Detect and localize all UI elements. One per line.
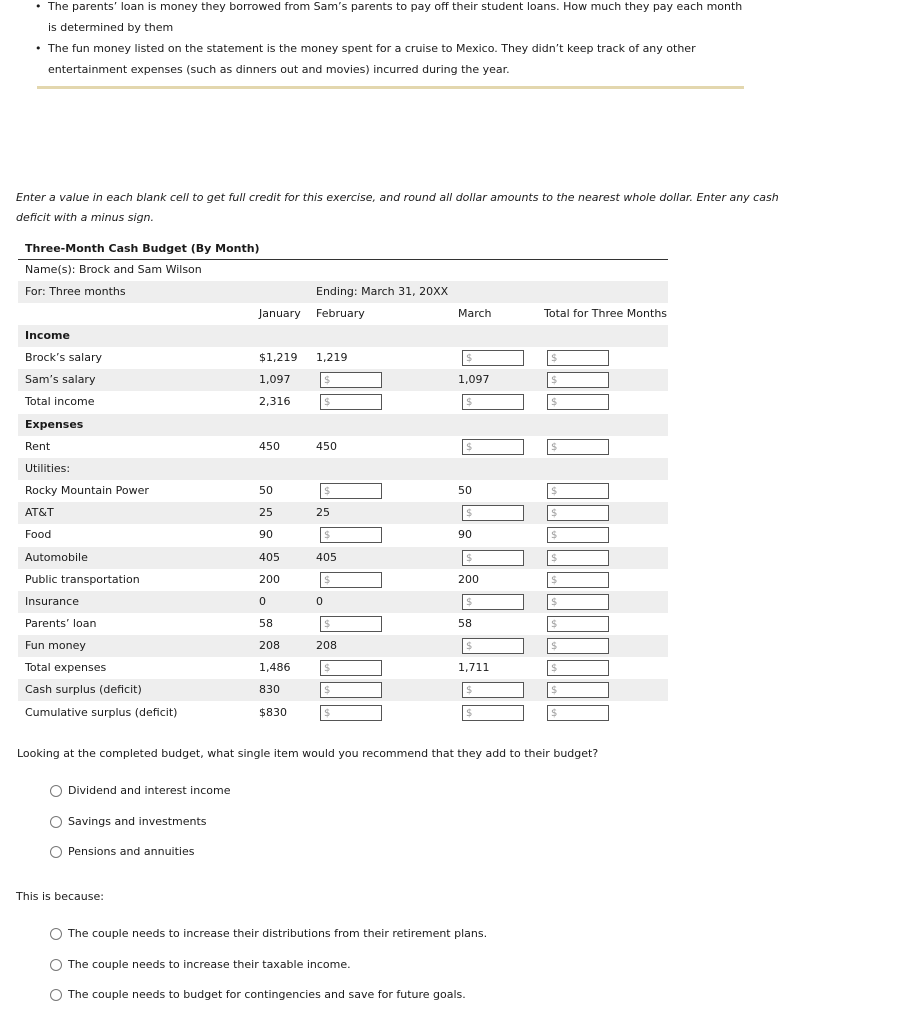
parents-loan-feb-input[interactable] xyxy=(320,616,382,632)
option-label: The couple needs to increase their distributions from their retirement plans. xyxy=(68,927,488,940)
col-march: March xyxy=(458,307,492,320)
dollar-prefix: $ xyxy=(551,575,558,586)
parents-loan-total-input[interactable] xyxy=(547,616,609,632)
row-label: Total expenses xyxy=(25,661,107,674)
brock-s-salary-total-input[interactable] xyxy=(547,350,609,366)
cash-surplus-deficit-mar-input[interactable] xyxy=(462,682,524,698)
cell-feb: 25 xyxy=(316,506,330,519)
period-label: For: Three months xyxy=(25,285,126,298)
dollar-prefix: $ xyxy=(551,708,558,719)
table-row xyxy=(18,635,668,657)
cell-feb: 208 xyxy=(316,639,337,652)
ending-label: Ending: March 31, 20XX xyxy=(316,285,449,298)
section-divider xyxy=(37,86,744,89)
dollar-prefix: $ xyxy=(324,397,331,408)
option-label: The couple needs to increase their taxable income. xyxy=(68,958,351,971)
row-label: Expenses xyxy=(25,418,84,431)
dollar-prefix: $ xyxy=(466,553,473,564)
row-label: Rent xyxy=(25,440,51,453)
dollar-prefix: $ xyxy=(466,597,473,608)
total-expenses-total-input[interactable] xyxy=(547,660,609,676)
table-row xyxy=(18,480,668,502)
table-row xyxy=(18,436,668,458)
option-label: Savings and investments xyxy=(68,815,207,828)
row-label: Cash surplus (deficit) xyxy=(25,683,142,696)
table-row xyxy=(18,591,668,613)
row-label: Brock’s salary xyxy=(25,351,102,364)
cell-mar: 1,097 xyxy=(458,373,490,386)
dollar-prefix: $ xyxy=(551,353,558,364)
cell-jan: 2,316 xyxy=(259,395,291,408)
bullet-text: The fun money listed on the statement is the money spent for a cruise to Mexico. They didn’t keep track of any other entertainment expenses (such as dinners out and movies) incurred during the year. xyxy=(48,42,696,76)
cell-jan: 90 xyxy=(259,528,273,541)
cell-mar: 50 xyxy=(458,484,472,497)
cell-mar: 200 xyxy=(458,573,479,586)
cell-jan: $830 xyxy=(259,706,287,719)
at-t-total-input[interactable] xyxy=(547,505,609,521)
table-row xyxy=(18,414,668,436)
rent-mar-input[interactable] xyxy=(462,439,524,455)
rocky-mountain-power-total-input[interactable] xyxy=(547,483,609,499)
row-label: Sam’s salary xyxy=(25,373,96,386)
table-row xyxy=(18,502,668,524)
dollar-prefix: $ xyxy=(551,375,558,386)
dollar-prefix: $ xyxy=(466,685,473,696)
row-label: Income xyxy=(25,329,70,342)
dollar-prefix: $ xyxy=(324,619,331,630)
cumulative-surplus-deficit-total-input[interactable] xyxy=(547,705,609,721)
cell-feb: 405 xyxy=(316,551,337,564)
table-row xyxy=(18,702,668,724)
dollar-prefix: $ xyxy=(466,442,473,453)
dollar-prefix: $ xyxy=(551,442,558,453)
col-january: January xyxy=(259,307,301,320)
cell-mar: 58 xyxy=(458,617,472,630)
table-row xyxy=(18,547,668,569)
cell-mar: 90 xyxy=(458,528,472,541)
food-feb-input[interactable] xyxy=(320,527,382,543)
dollar-prefix: $ xyxy=(324,663,331,674)
recommendation-question: Looking at the completed budget, what single item would you recommend that they add to their budget? xyxy=(17,747,599,760)
bullet-item xyxy=(30,0,750,38)
names-label: Name(s): Brock and Sam Wilson xyxy=(25,263,202,276)
at-t-mar-input[interactable] xyxy=(462,505,524,521)
radio-circle[interactable] xyxy=(50,989,62,1001)
automobile-mar-input[interactable] xyxy=(462,550,524,566)
option-label: Pensions and annuities xyxy=(68,845,195,858)
table-row xyxy=(18,569,668,591)
dollar-prefix: $ xyxy=(324,708,331,719)
table-row xyxy=(18,325,668,347)
row-label: Fun money xyxy=(25,639,86,652)
col-february: February xyxy=(316,307,365,320)
cell-jan: 830 xyxy=(259,683,280,696)
row-label: Parents’ loan xyxy=(25,617,97,630)
table-row xyxy=(18,679,668,701)
total-income-feb-input[interactable] xyxy=(320,394,382,410)
dollar-prefix: $ xyxy=(551,486,558,497)
automobile-total-input[interactable] xyxy=(547,550,609,566)
cell-mar: 1,711 xyxy=(458,661,490,674)
reason-prompt: This is because: xyxy=(16,890,104,903)
cell-jan: 208 xyxy=(259,639,280,652)
cell-jan: 405 xyxy=(259,551,280,564)
header-names-row xyxy=(18,259,668,281)
public-transportation-total-input[interactable] xyxy=(547,572,609,588)
cell-jan: 58 xyxy=(259,617,273,630)
dollar-prefix: $ xyxy=(551,619,558,630)
row-label: Insurance xyxy=(25,595,79,608)
dollar-prefix: $ xyxy=(466,353,473,364)
table-row xyxy=(18,369,668,391)
radio-circle[interactable] xyxy=(50,928,62,940)
dollar-prefix: $ xyxy=(324,685,331,696)
table-row xyxy=(18,391,668,413)
header-period-row xyxy=(18,281,668,303)
bullet-text: The parents’ loan is money they borrowed from Sam’s parents to pay off their student loans. How much they pay each month is determined by them xyxy=(48,0,743,34)
radio-circle[interactable] xyxy=(50,959,62,971)
rent-total-input[interactable] xyxy=(547,439,609,455)
table-row xyxy=(18,347,668,369)
dollar-prefix: $ xyxy=(324,575,331,586)
table-row xyxy=(18,458,668,480)
dollar-prefix: $ xyxy=(551,597,558,608)
cell-feb: 450 xyxy=(316,440,337,453)
cumulative-surplus-deficit-feb-input[interactable] xyxy=(320,705,382,721)
food-total-input[interactable] xyxy=(547,527,609,543)
brock-s-salary-mar-input[interactable] xyxy=(462,350,524,366)
dollar-prefix: $ xyxy=(551,553,558,564)
dollar-prefix: $ xyxy=(551,641,558,652)
cash-surplus-deficit-total-input[interactable] xyxy=(547,682,609,698)
radio-circle[interactable] xyxy=(50,816,62,828)
column-header-row xyxy=(18,303,668,325)
intro-bullets xyxy=(30,0,750,80)
rocky-mountain-power-feb-input[interactable] xyxy=(320,483,382,499)
cell-jan: $1,219 xyxy=(259,351,298,364)
table-row xyxy=(18,657,668,679)
row-label: Utilities: xyxy=(25,462,71,475)
cell-jan: 25 xyxy=(259,506,273,519)
cumulative-surplus-deficit-mar-input[interactable] xyxy=(462,705,524,721)
row-label: Public transportation xyxy=(25,573,140,586)
dollar-prefix: $ xyxy=(466,641,473,652)
public-transportation-feb-input[interactable] xyxy=(320,572,382,588)
cell-jan: 1,486 xyxy=(259,661,291,674)
cell-jan: 450 xyxy=(259,440,280,453)
budget-title: Three-Month Cash Budget (By Month) xyxy=(25,242,260,255)
cell-jan: 50 xyxy=(259,484,273,497)
row-label: Automobile xyxy=(25,551,88,564)
row-label: Cumulative surplus (deficit) xyxy=(25,706,178,719)
option-label: Dividend and interest income xyxy=(68,784,231,797)
dollar-prefix: $ xyxy=(551,530,558,541)
dollar-prefix: $ xyxy=(466,508,473,519)
insurance-mar-input[interactable] xyxy=(462,594,524,610)
cell-feb: 0 xyxy=(316,595,323,608)
bullet-dot: • xyxy=(35,0,42,13)
instructions: Enter a value in each blank cell to get full credit for this exercise, and round all dollar amounts to the nearest whole dollar. Enter any cash deficit with a minus sign. xyxy=(16,191,779,224)
table-row xyxy=(18,613,668,635)
row-label: AT&T xyxy=(25,506,54,519)
fun-money-mar-input[interactable] xyxy=(462,638,524,654)
dollar-prefix: $ xyxy=(551,685,558,696)
col-total: Total for Three Months xyxy=(544,307,668,320)
table-row xyxy=(18,524,668,546)
radio-circle[interactable] xyxy=(50,785,62,797)
cell-jan: 200 xyxy=(259,573,280,586)
dollar-prefix: $ xyxy=(551,508,558,519)
sam-s-salary-feb-input[interactable] xyxy=(320,372,382,388)
dollar-prefix: $ xyxy=(466,708,473,719)
dollar-prefix: $ xyxy=(324,375,331,386)
total-income-mar-input[interactable] xyxy=(462,394,524,410)
radio-circle[interactable] xyxy=(50,846,62,858)
cash-surplus-deficit-feb-input[interactable] xyxy=(320,682,382,698)
dollar-prefix: $ xyxy=(551,397,558,408)
row-label: Total income xyxy=(25,395,95,408)
fun-money-total-input[interactable] xyxy=(547,638,609,654)
total-expenses-feb-input[interactable] xyxy=(320,660,382,676)
option-label: The couple needs to budget for contingencies and save for future goals. xyxy=(68,988,466,1001)
cell-feb: 1,219 xyxy=(316,351,348,364)
cell-jan: 0 xyxy=(259,595,266,608)
insurance-total-input[interactable] xyxy=(547,594,609,610)
dollar-prefix: $ xyxy=(324,530,331,541)
dollar-prefix: $ xyxy=(466,397,473,408)
row-label: Food xyxy=(25,528,52,541)
bullet-item xyxy=(30,38,750,80)
total-income-total-input[interactable] xyxy=(547,394,609,410)
row-label: Rocky Mountain Power xyxy=(25,484,149,497)
dollar-prefix: $ xyxy=(551,663,558,674)
cell-jan: 1,097 xyxy=(259,373,291,386)
dollar-prefix: $ xyxy=(324,486,331,497)
bullet-dot: • xyxy=(35,42,42,55)
sam-s-salary-total-input[interactable] xyxy=(547,372,609,388)
